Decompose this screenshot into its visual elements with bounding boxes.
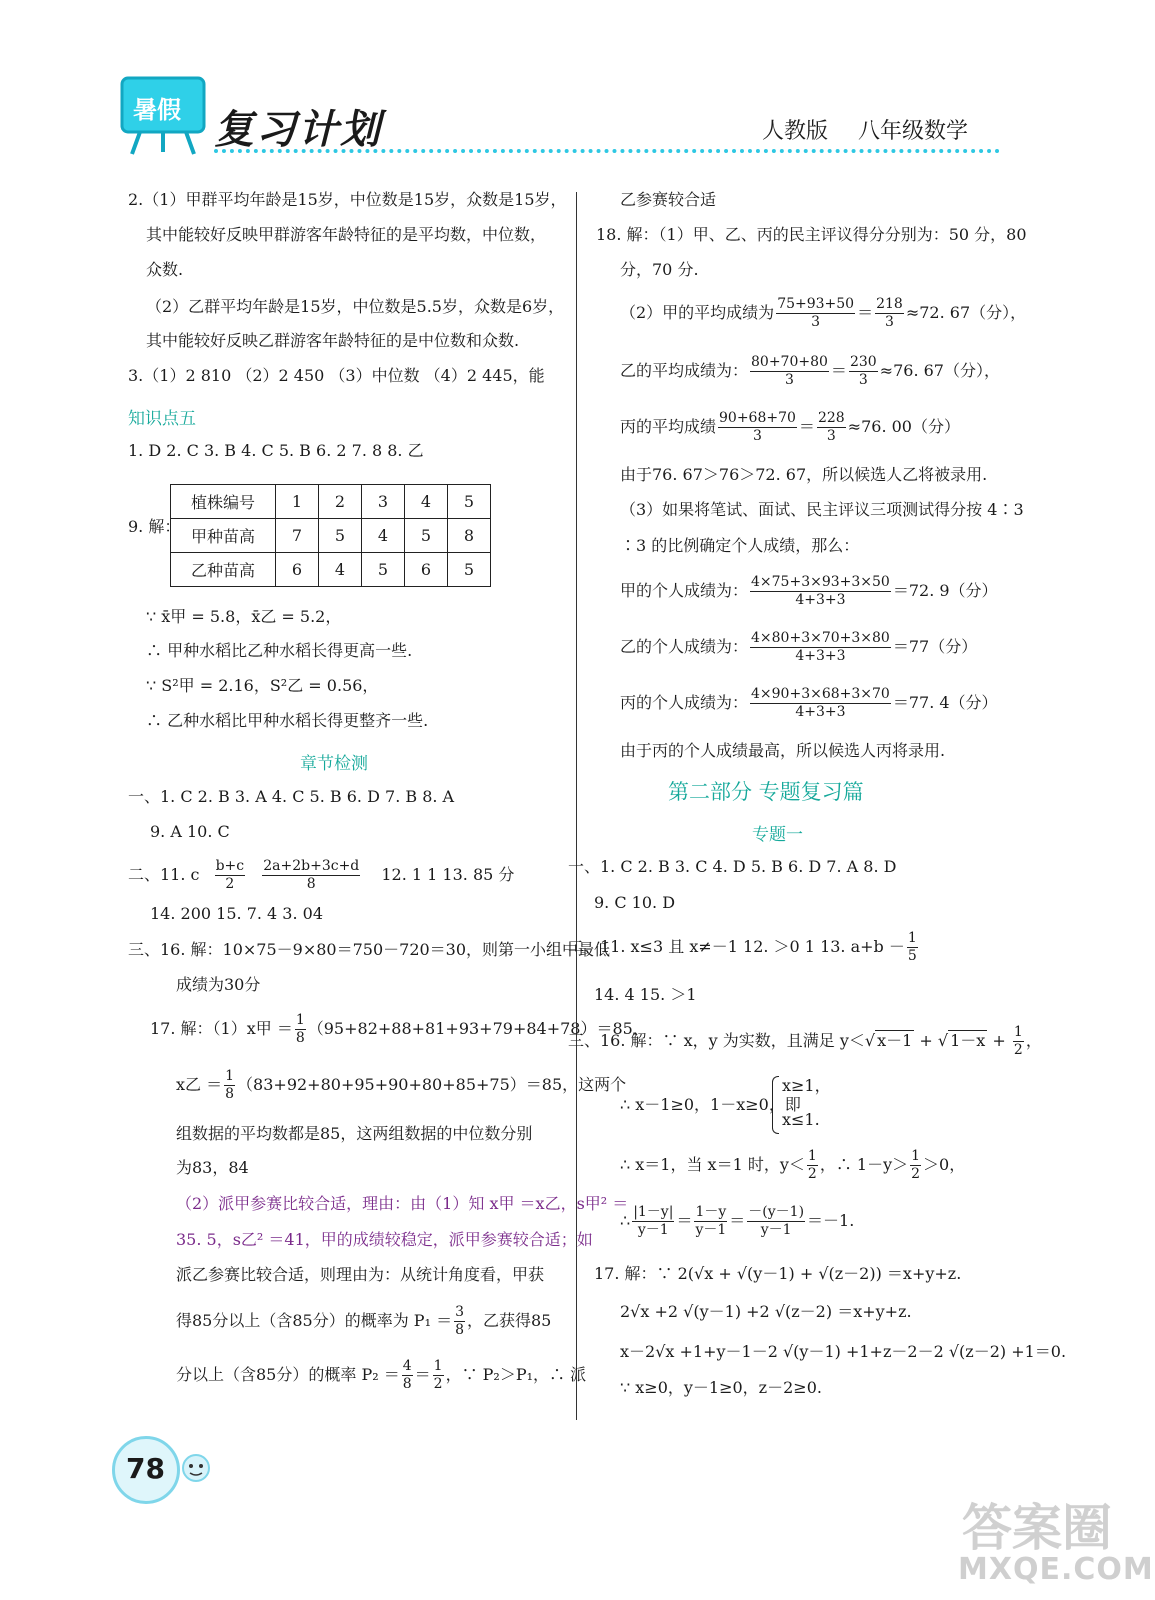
answer-line: 成绩为30分 (176, 975, 261, 994)
denominator: 4+3+3 (795, 704, 846, 720)
table-cell: 2 (319, 485, 362, 519)
denominator: 8 (455, 1322, 464, 1338)
numerator: 1 (225, 1068, 235, 1084)
denominator: 3 (753, 428, 762, 444)
table-cell: 乙种苗高 (171, 553, 276, 587)
denominator: 8 (225, 1086, 235, 1102)
answer-line: 9. A 10. C (150, 822, 230, 841)
fraction (718, 410, 797, 445)
fraction (910, 1148, 921, 1183)
answer-text: ≈72. 67（分）， (905, 303, 1027, 322)
denominator: y－1 (695, 1222, 727, 1238)
denominator: 2 (1013, 1042, 1023, 1058)
answer-line: ∵ x≥0，y－1≥0，z－2≥0. (620, 1378, 822, 1397)
answer-line: 2.（1）甲群平均年龄是15岁，中位数是15岁，众数是15岁， (128, 190, 567, 209)
numerator: 4×90+3×68+3×70 (751, 686, 890, 702)
answer-text: （2）甲的平均成绩为 (620, 303, 775, 322)
fraction (750, 354, 829, 389)
table-cell: 5 (405, 519, 448, 553)
fraction (849, 354, 878, 389)
table-cell: 甲种苗高 (171, 519, 276, 553)
answer-text: 丙的平均成绩 (620, 417, 717, 436)
table-cell: 4 (319, 553, 362, 587)
denominator: 4+3+3 (795, 592, 846, 608)
answer-text: 丙的个人成绩为： (620, 693, 749, 712)
part-heading: 第二部分 专题复习篇 (668, 780, 864, 804)
answer-text: 乙的平均成绩为： (620, 361, 749, 380)
answer-text: ≈76. 67（分）， (879, 361, 1000, 380)
fraction (907, 930, 918, 965)
answer-line: （2）乙群平均年龄是15岁，中位数是5.5岁，众数是6岁， (146, 297, 565, 316)
answer-line: 三、16. 解：∵ x，y 为实数，且满足 y＜√ x－1 + √ 1－x + $\frac{1}{2}$ ， (568, 1024, 1042, 1058)
table-cell: 1 (276, 485, 319, 519)
answer-text: ≈76. 00（分） (847, 417, 960, 436)
fraction (750, 686, 891, 721)
section-heading: 章节检测 (300, 754, 368, 774)
answer-text: ＝ (414, 1365, 431, 1384)
denominator: y－1 (637, 1222, 669, 1238)
table-cell: 植株编号 (171, 485, 276, 519)
answer-line: 3.（1）2 810 （2）2 450 （3）中位数 （4）2 445，能 (128, 366, 545, 385)
fraction (875, 296, 904, 331)
answer-text: ＝72. 9（分） (892, 581, 998, 600)
answer-line: x－2√x +1+y－1－2 √(y－1) +1+z－2－2 √(z－2) +1＝0. (620, 1342, 1067, 1361)
answer-line: 14. 4 15. ＞1 (594, 985, 697, 1004)
numerator: |1－y| (633, 1204, 674, 1220)
answer-line: 丙的平均成绩 $\frac{90+68+70}{3}$ ＝ $\frac{228}{3}$ ≈76. 00（分） (620, 410, 960, 444)
page-number: 78 (126, 1452, 165, 1485)
denominator: 3 (785, 372, 794, 388)
answer-line (620, 572, 998, 610)
fraction (750, 574, 891, 609)
table-cell: 5 (362, 553, 405, 587)
answer-line: 17. 解：∵ 2(√x + √(y－1) + √(z－2)) ＝x+y+z. (594, 1264, 962, 1283)
answer-line: 一、1. C 2. B 3. A 4. C 5. B 6. D 7. B 8. A (128, 787, 455, 806)
badge-text: 暑假 (133, 96, 181, 124)
answer-line: ∵ S²甲 = 2.16，S²乙 = 0.56， (146, 676, 379, 695)
numerator: 1 (907, 930, 917, 946)
table-cell: 5 (448, 485, 491, 519)
table-cell: 6 (276, 553, 319, 587)
denominator: 3 (826, 428, 836, 444)
denominator: 2 (807, 1166, 817, 1182)
answer-text: 三、16. 解：∵ x，y 为实数，且满足 y＜ (568, 1031, 865, 1050)
numerator: 4×80+3×70+3×80 (751, 630, 890, 646)
answer-text: + (987, 1031, 1011, 1050)
answer-text: 分以上（含85分）的概率 P₂ ＝ (176, 1365, 400, 1384)
denominator: 3 (885, 314, 894, 330)
answer-line: 派乙参赛比较合适，则理由为：从统计角度看，甲获 (176, 1265, 545, 1284)
fraction (817, 410, 846, 445)
answer-text: 12. 1 1 13. 85 分 (381, 865, 515, 884)
denominator: 5 (907, 948, 917, 964)
denominator: 3 (858, 372, 868, 388)
table-row (171, 485, 491, 519)
system-line: x≥1， (782, 1076, 831, 1095)
table-cell: 6 (405, 553, 448, 587)
watermark-text: 答案圈 (962, 1499, 1112, 1557)
left-brace (772, 1076, 779, 1134)
numerator: 90+68+70 (719, 410, 796, 426)
numerator: 80+70+80 (751, 354, 828, 370)
numerator: 4 (402, 1358, 412, 1374)
answer-text: ∴ (620, 1211, 631, 1230)
fraction (747, 1204, 805, 1239)
answer-text: 乙的个人成绩为： (620, 637, 749, 656)
numerator: 2a+2b+3c+d (263, 858, 360, 874)
table-row (171, 519, 491, 553)
answer-line: ∴ 乙种水稻比甲种水稻长得更整齐一些. (146, 711, 429, 730)
table-row (171, 553, 491, 587)
denominator: 3 (811, 314, 821, 330)
answer-text: ＝77（分） (892, 637, 978, 656)
fraction (694, 1204, 727, 1239)
answer-line: 由于丙的个人成绩最高，所以候选人丙将录用. (620, 741, 946, 760)
answer-line: 35. 5，s乙² ＝41，甲的成绩较稳定，派甲参赛较合适；如 (176, 1230, 593, 1249)
answer-line: ∶3 的比例确定个人成绩，那么： (620, 536, 860, 555)
numerator: 228 (817, 410, 845, 426)
answer-line (620, 628, 977, 666)
answer-text: 甲的个人成绩为： (620, 581, 749, 600)
denominator: 2 (911, 1166, 921, 1182)
answer-line (176, 1302, 551, 1340)
numerator: 1 (807, 1148, 817, 1164)
section-heading: 专题一 (752, 825, 803, 845)
answer-line: ∴ 甲种水稻比乙种水稻长得更高一些. (146, 641, 413, 660)
fraction (1013, 1024, 1024, 1059)
fraction (433, 1358, 444, 1393)
header-title: 复习计划 (214, 107, 382, 153)
header-grade: 八年级数学 (858, 119, 969, 144)
watermark-url: MXQE.COM (958, 1552, 1154, 1587)
answer-line: （3）如果将笔试、面试、民主评议三项测试得分按 4∶3 (620, 500, 1024, 519)
denominator: y－1 (760, 1222, 792, 1238)
denominator: 8 (306, 876, 316, 892)
answer-text: ，∵ P₂＞P₁，∴ 派 (445, 1365, 587, 1384)
numerator: 1－y (695, 1204, 727, 1220)
fraction (262, 858, 360, 893)
denominator: 8 (402, 1376, 412, 1392)
answer-line: 分，70 分. (620, 260, 699, 279)
answer-line: 其中能较好反映甲群游客年龄特征的是平均数，中位数， (146, 225, 547, 244)
answer-line: 18. 解：（1）甲、乙、丙的民主评议得分分别为：50 分，80 (596, 225, 1027, 244)
answer-line (620, 684, 998, 722)
answer-text: 二、11. x≤3 且 x≠－1 12. ＞0 1 13. a+b － (568, 937, 905, 956)
answer-text: （95+82+88+81+93+79+84+78）＝85， (307, 1019, 649, 1038)
table-cell: 5 (448, 553, 491, 587)
table-cell: 8 (448, 519, 491, 553)
answer-text: ∴ x＝1，当 x＝1 时，y＜ (620, 1155, 805, 1174)
fraction (454, 1304, 465, 1339)
numerator: 1 (1013, 1024, 1023, 1040)
table-cell: 5 (319, 519, 362, 553)
fraction (295, 1012, 306, 1047)
seedling-table (170, 484, 491, 587)
fraction (215, 858, 246, 893)
radical: x－1 (877, 1031, 913, 1050)
answer-text: ， (1025, 1031, 1042, 1050)
answer-line: 为83，84 (176, 1158, 249, 1177)
answer-line: 14. 200 15. 7. 4 3. 04 (150, 904, 324, 923)
answer-line (128, 856, 514, 894)
numerator: b+c (215, 858, 245, 874)
table-cell: 7 (276, 519, 319, 553)
answer-line: 乙的平均成绩为： $\frac{80+70+80}{3}$ ＝ $\frac{230}{3}$ ≈76. 67（分）， (620, 354, 1000, 388)
answer-line: 众数. (146, 260, 184, 279)
answer-text: ，乙获得85 (467, 1311, 552, 1330)
answer-line (176, 1356, 586, 1394)
answer-line: ∴ x－1≥0，1－x≥0，即 (620, 1095, 801, 1114)
fraction (776, 296, 855, 331)
answer-line: 1. D 2. C 3. B 4. C 5. B 6. 2 7. 8 8. 乙 (128, 441, 424, 460)
answer-line (568, 928, 920, 966)
numerator: 1 (911, 1148, 921, 1164)
answer-line: 其中能较好反映乙群游客年龄特征的是中位数和众数. (146, 331, 520, 350)
question-label: 9. 解： (128, 517, 181, 536)
numerator: 218 (876, 296, 903, 312)
answer-text: 得85分以上（含85分）的概率为 P₁ ＝ (176, 1311, 453, 1330)
answer-line: 一、1. C 2. B 3. C 4. D 5. B 6. D 7. A 8. D (568, 857, 897, 876)
answer-text: ＝77. 4（分） (892, 693, 998, 712)
table-cell: 4 (405, 485, 448, 519)
header-edition: 人教版 (762, 119, 829, 144)
answer-text: ＝－1. (807, 1211, 855, 1230)
fraction (402, 1358, 413, 1393)
numerator: 1 (433, 1358, 443, 1374)
table-cell: 3 (362, 485, 405, 519)
answer-line: 三、16. 解：10×75－9×80＝750－720＝30，则第一小组中最低 (128, 940, 611, 959)
answer-text: + (914, 1031, 938, 1050)
table-cell: 4 (362, 519, 405, 553)
fraction (750, 630, 891, 665)
numerator: 4×75+3×93+3×50 (751, 574, 890, 590)
radical: 1－x (950, 1031, 986, 1050)
answer-line: （2）派甲参赛比较合适，理由：由（1）知 x甲 ＝x乙，s甲² ＝ (176, 1194, 629, 1213)
brace-system (772, 1076, 832, 1134)
answer-line (176, 1066, 626, 1104)
answer-line (620, 1146, 965, 1184)
answer-line: ∵ x̄甲 = 5.8，x̄乙 = 5.2， (146, 607, 342, 626)
answer-text: 17. 解：（1）x甲 ＝ (150, 1019, 293, 1038)
fraction (807, 1148, 818, 1183)
mascot-icon (176, 1446, 216, 1486)
fraction (632, 1204, 674, 1239)
answer-line: 由于76. 67＞76＞72. 67，所以候选人乙将被录用. (620, 465, 988, 484)
numerator: 230 (849, 354, 877, 370)
answer-line: 乙参赛较合适 (620, 190, 717, 209)
denominator: 8 (295, 1030, 305, 1046)
numerator: 1 (295, 1012, 305, 1028)
answer-text: （83+92+80+95+90+80+85+75）＝85，这两个 (237, 1075, 627, 1094)
answer-text: x乙 ＝ (176, 1075, 223, 1094)
numerator: －(y－1) (748, 1204, 805, 1220)
section-heading: 知识点五 (128, 409, 196, 429)
answer-text: ＞0， (923, 1155, 966, 1174)
system-line: x≤1. (782, 1110, 820, 1129)
denominator: 2 (225, 876, 235, 892)
answer-line: 组数据的平均数都是85，这两组数据的中位数分别 (176, 1124, 533, 1143)
answer-text: ，∴ 1－y＞ (819, 1155, 909, 1174)
answer-line: ∴ $\frac{|1-y|}{y-1}$ ＝ $\frac{1-y}{y-1}$ ＝ $\frac{-(y-1)}{y-1}$ ＝－1. (620, 1204, 855, 1238)
denominator: 4+3+3 (795, 648, 846, 664)
denominator: 2 (433, 1376, 443, 1392)
answer-line: （2）甲的平均成绩为 $\frac{75+93+50}{3}$ ＝ $\frac{218}{3}$ ≈72. 67（分）， (620, 296, 1027, 330)
answer-line: 9. C 10. D (594, 893, 676, 912)
numerator: 3 (455, 1304, 464, 1320)
answer-text: 二、11. c (128, 865, 200, 884)
fraction (224, 1068, 235, 1103)
numerator: 75+93+50 (777, 296, 855, 312)
header-dotted-rule (214, 149, 1000, 153)
answer-line: 2√x +2 √(y－1) +2 √(z－2) ＝x+y+z. (620, 1302, 912, 1321)
